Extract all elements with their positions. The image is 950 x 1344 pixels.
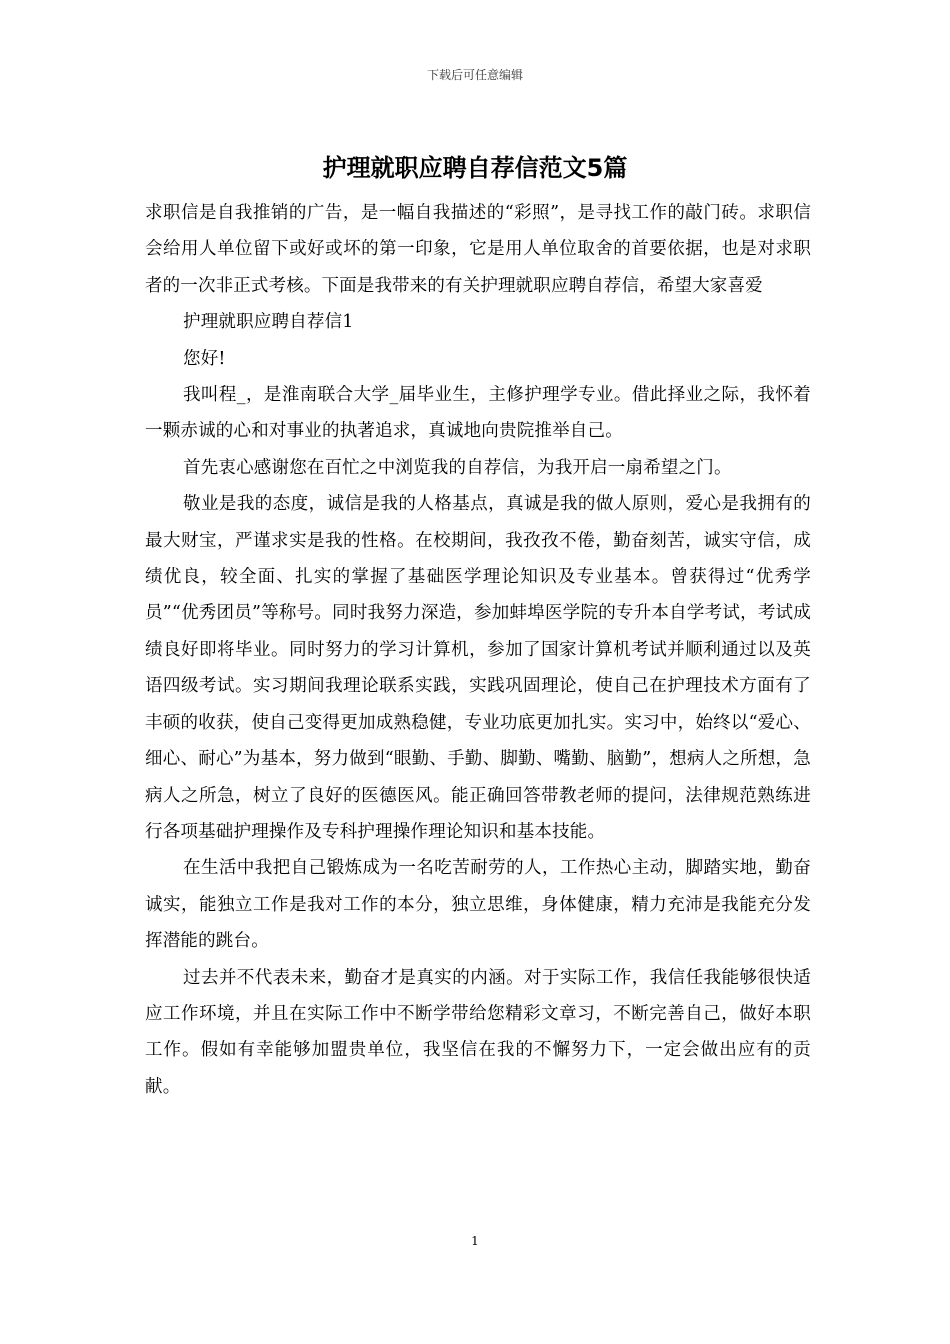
body-paragraph: 在生活中我把自己锻炼成为一名吃苦耐劳的人，工作热心主动，脚踏实地，勤奋诚实，能独立工作是我对工作的本分，独立思维，身体健康，精力充沛是我能充分发挥潜能的跳台。 — [145, 858, 811, 952]
document-body — [145, 195, 811, 1105]
page-header: 下载后可任意编辑 — [426, 68, 523, 82]
body-paragraph: 首先衷心感谢您在百忙之中浏览我的自荐信，为我开启一扇希望之门。 — [183, 457, 732, 478]
body-paragraph: 我叫程_，是淮南联合大学_届毕业生，主修护理学专业。借此择业之际，我怀着一颗赤诚的心和对事业的执著追求，真诚地向贵院推举自己。 — [145, 385, 811, 442]
body-paragraph: 过去并不代表未来，勤奋才是真实的内涵。对于实际工作，我信任我能够很快适应工作环境，并且在实际工作中不断学带给您精彩文章习，不断完善自己，做好本职工作。假如有幸能够加盟贵单位，我坚信在我的不懈努力下，一定会做出应有的贡献。 — [145, 967, 811, 1097]
salutation: 您好! — [183, 348, 226, 369]
page-number: 1 — [471, 1234, 479, 1248]
section-heading: 护理就职应聘自荐信1 — [183, 312, 354, 333]
intro-paragraph: 求职信是自我推销的广告，是一幅自我描述的“彩照”，是寻找工作的敲门砖。求职信会给用人单位留下或好或坏的第一印象，它是用人单位取舍的首要依据，也是对求职者的一次非正式考核。下面是我带来的有关护理就职应聘自荐信，希望大家喜爱 — [145, 203, 811, 296]
body-paragraph: 敬业是我的态度，诚信是我的人格基点，真诚是我的做人原则，爱心是我拥有的最大财宝，严谨求实是我的性格。在校期间，我孜孜不倦，勤奋刻苦，诚实守信，成绩优良，较全面、扎实的掌握了基础医学理论知识及专业基本。曾获得过“优秀学员”“优秀团员”等称号。同时我努力深造，参加蚌埠医学院的专升本自学考试，考试成绩良好即将毕业。同时努力的学习计算机，参加了国家计算机考试并顺利通过以及英语四级考试。实习期间我理论联系实践，实践巩固理论，使自己在护理技术方面有了丰硕的收获，使自己变得更加成熟稳健，专业功底更加扎实。实习中，始终以“爱心、细心、耐心”为基本，努力做到“眼勤、手勤、脚勤、嘴勤、脑勤”，想病人之所想，急病人之所急，树立了良好的医德医风。能正确回答带教老师的提问，法律规范熟练进行各项基础护理操作及专科护理操作理论知识和基本技能。 — [145, 494, 811, 842]
document-title: 护理就职应聘自荐信范文5篇 — [322, 154, 628, 182]
